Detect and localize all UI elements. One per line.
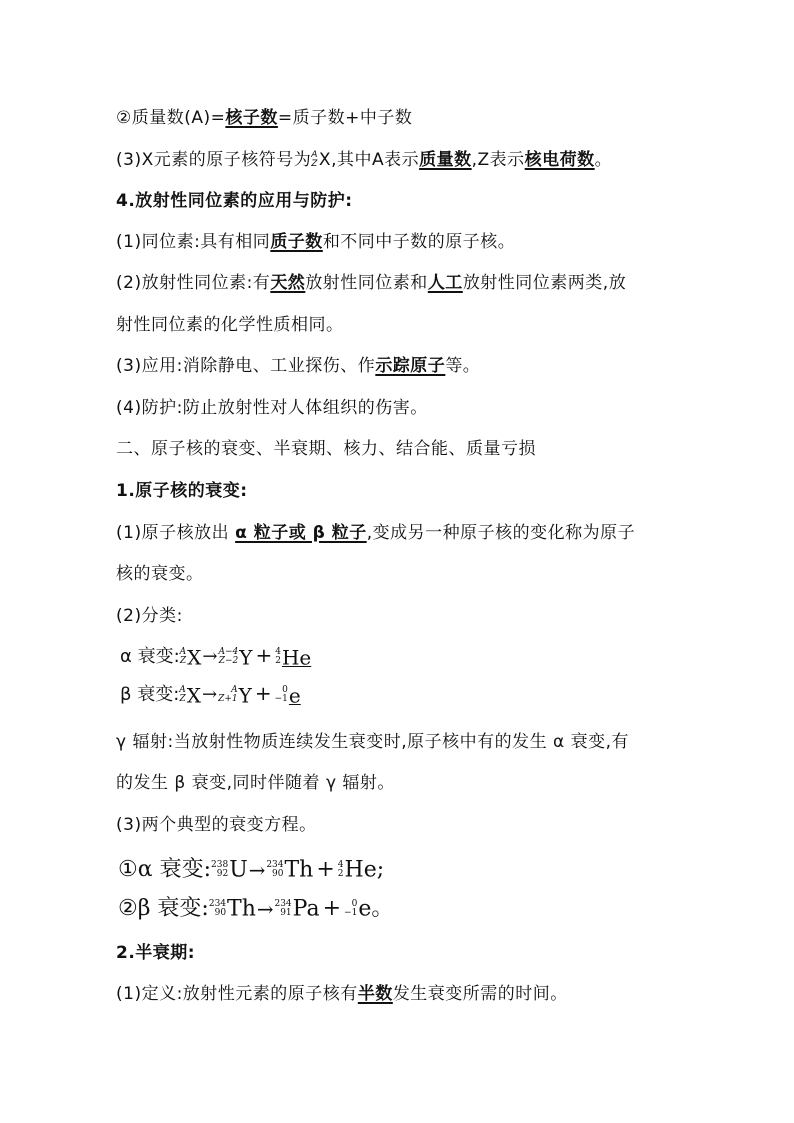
answer-mass-number: 质量数 bbox=[419, 150, 472, 170]
nucleus-symbol-line: (3)X元素的原子核符号为 A Z X,其中A表示质量数,Z表示核电荷数。 bbox=[116, 150, 613, 170]
thorium-beta-equation: ②β 衰变: 234 90 Th→ 234 91 Pa + 0 −1 e。 bbox=[118, 896, 394, 922]
half-life-heading: 2.半衰期: bbox=[116, 943, 196, 963]
section-two-heading: 二、原子核的衰变、半衰期、核力、结合能、质量亏损 bbox=[116, 439, 536, 459]
gamma-radiation-line: γ 辐射:当放射性物质连续发生衰变时,原子核中有的发生 α 衰变,有 bbox=[116, 732, 630, 752]
application-line: (3)应用:消除静电、工业探伤、作示踪原子等。 bbox=[116, 356, 481, 376]
protection-line: (4)防护:防止放射性对人体组织的伤害。 bbox=[116, 398, 428, 418]
decay-definition-line-cont: 核的衰变。 bbox=[116, 564, 204, 584]
half-life-definition-line: (1)定义:放射性元素的原子核有半数发生衰变所需的时间。 bbox=[116, 984, 568, 1004]
typical-equations-line: (3)两个典型的衰变方程。 bbox=[116, 815, 317, 835]
answer-tracer-atom: 示踪原子 bbox=[375, 356, 446, 376]
section-heading-radioisotope: 4.放射性同位素的应用与防护: bbox=[116, 191, 353, 211]
isotope-symbol: A Z X bbox=[311, 150, 332, 170]
radioisotope-line-cont: 射性同位素的化学性质相同。 bbox=[116, 315, 344, 335]
text: ,Z表示 bbox=[471, 150, 525, 170]
text: =质子数+中子数 bbox=[277, 108, 413, 128]
arrow-icon: → bbox=[202, 646, 218, 667]
answer-proton-number: 质子数 bbox=[270, 232, 323, 252]
beta-decay-equation: β 衰变: A Z X→ A Z+1 Y + 0 −1 e bbox=[120, 681, 301, 708]
answer-alpha-beta-particle: α 粒子或 β 粒子 bbox=[235, 523, 367, 543]
answer-half: 半数 bbox=[357, 984, 393, 1004]
answer-natural: 天然 bbox=[270, 273, 306, 293]
classification-line: (2)分类: bbox=[116, 606, 183, 626]
text: ,其中A表示 bbox=[331, 150, 420, 170]
answer-nucleon-number: 核子数 bbox=[225, 108, 278, 128]
text: ②质量数(A)= bbox=[116, 108, 226, 128]
radioisotope-line: (2)放射性同位素:有天然放射性同位素和人工放射性同位素两类,放 bbox=[116, 273, 627, 293]
mass-number-line bbox=[116, 106, 412, 130]
arrow-icon: → bbox=[248, 858, 266, 882]
arrow-icon: → bbox=[202, 684, 218, 705]
uranium-alpha-equation: ①α 衰变: 238 92 U→ 234 90 Th + 4 2 He; bbox=[118, 857, 385, 883]
decay-heading: 1.原子核的衰变: bbox=[116, 481, 248, 501]
gamma-radiation-line-cont: 的发生 β 衰变,同时伴随着 γ 辐射。 bbox=[116, 773, 395, 793]
answer-nuclear-charge: 核电荷数 bbox=[524, 150, 595, 170]
decay-definition-line: (1)原子核放出 α 粒子或 β 粒子,变成另一种原子核的变化称为原子 bbox=[116, 523, 636, 543]
arrow-icon: → bbox=[256, 897, 274, 921]
answer-artificial: 人工 bbox=[427, 273, 463, 293]
alpha-decay-equation: α 衰变: A Z X→ A−4 Z−2 Y + 4 2 He bbox=[120, 643, 312, 670]
isotope-definition-line: (1)同位素:具有相同质子数和不同中子数的原子核。 bbox=[116, 232, 516, 252]
text: (3)X元素的原子核符号为 bbox=[116, 150, 312, 170]
